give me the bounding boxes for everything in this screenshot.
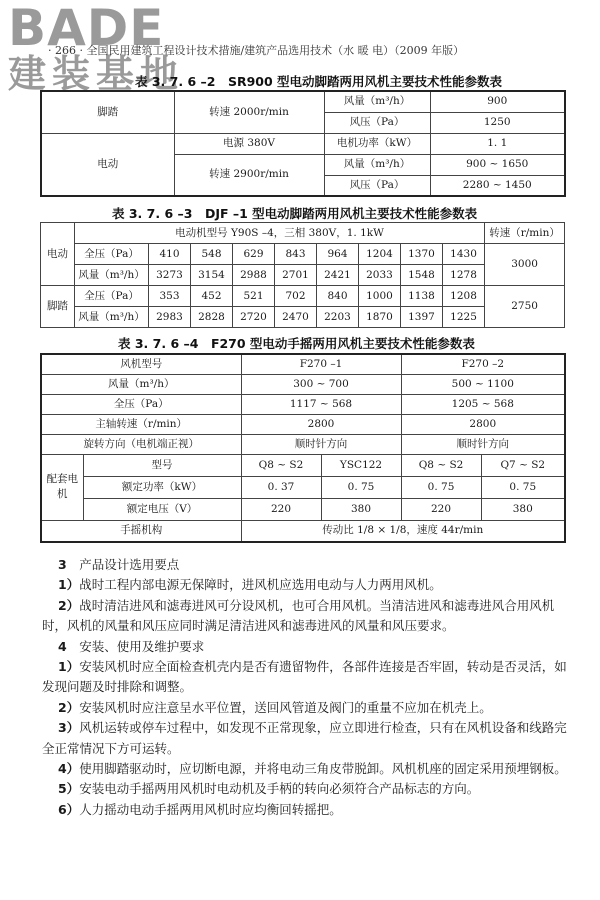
cell-value: 1. 1 <box>430 133 565 154</box>
item-text: 使用脚踏驱动时，应切断电源，并将电动三角皮带脱卸。风机机座的固定采用预埋钢板。 <box>79 761 567 777</box>
cell-label: 额定功率（kW） <box>83 476 241 498</box>
cell-value: 900 <box>430 91 565 112</box>
cell-value: 2421 <box>317 265 359 286</box>
cell-mode-electric: 电动 <box>41 133 174 196</box>
cell-value: 2701 <box>275 265 317 286</box>
cell-label: 全压（Pa） <box>75 244 149 265</box>
cell-value: 629 <box>233 244 275 265</box>
item-number: 4） <box>58 761 80 777</box>
cell-value: 2203 <box>317 307 359 328</box>
cell-value: 2988 <box>233 265 275 286</box>
list-item <box>42 800 578 820</box>
item-text: 风机运转或停车过程中，如发现不正常现象，应立即进行检查，只有在风机设备和线路完全正常情况下方可运转。 <box>42 720 567 756</box>
item-text: 人力摇动电动手摇两用风机时应均衡回转摇把。 <box>79 801 342 817</box>
cell-value: 顺时针方向 <box>401 434 565 454</box>
cell-value: 2800 <box>241 414 401 434</box>
cell-speed-header: 转速（r/min） <box>485 223 565 244</box>
section-heading <box>42 637 578 657</box>
cell-value: 1138 <box>401 286 443 307</box>
table2-caption: 表 3. 7. 6 –3 DJF –1 型电动脚踏两用风机主要技术性能参数表 <box>112 206 478 221</box>
section-number: 3 <box>58 557 67 572</box>
cell-value: YSC122 <box>321 454 401 476</box>
cell-value: 500 ~ 1100 <box>401 374 565 394</box>
cell-label: 风量（m³/h） <box>41 374 241 394</box>
list-item <box>42 759 578 779</box>
table-f270 <box>40 353 566 543</box>
cell-value: 0. 75 <box>481 476 565 498</box>
cell-label: 风量（m³/h） <box>75 307 149 328</box>
cell-value: 0. 75 <box>321 476 401 498</box>
cell-value: 2720 <box>233 307 275 328</box>
logo-latin-text: BADE <box>8 0 165 57</box>
cell-model-label: 风机型号 <box>41 354 241 374</box>
cell-value: 2033 <box>359 265 401 286</box>
cell-model: F270 –2 <box>401 354 565 374</box>
cell-label: 风量（m³/h） <box>324 91 430 112</box>
item-number: 3） <box>58 720 80 736</box>
cell-value: 2800 <box>401 414 565 434</box>
cell-label: 旋转方向（电机端正视） <box>41 434 241 454</box>
item-text: 战时工程内部电源无保障时，进风机应选用电动与人力两用风机。 <box>79 577 442 593</box>
cell-value: 顺时针方向 <box>241 434 401 454</box>
cell-value: 2828 <box>191 307 233 328</box>
list-item <box>42 575 578 595</box>
cell-value: 1430 <box>443 244 485 265</box>
cell-value: 1870 <box>359 307 401 328</box>
body-text <box>42 555 578 820</box>
item-number: 2） <box>58 699 80 715</box>
cell-value: 2280 ~ 1450 <box>430 175 565 196</box>
cell-label: 电机功率（kW） <box>324 133 430 154</box>
cell-value: 3273 <box>149 265 191 286</box>
cell-value: 964 <box>317 244 359 265</box>
cell-speed-electric: 3000 <box>485 244 565 286</box>
cell-value: 702 <box>275 286 317 307</box>
cell-value: 843 <box>275 244 317 265</box>
list-item <box>42 698 578 718</box>
cell-value: 1397 <box>401 307 443 328</box>
item-number: 1） <box>58 659 80 675</box>
cell-value: 300 ~ 700 <box>241 374 401 394</box>
cell-mode-pedal: 脚踏 <box>41 91 174 133</box>
cell-label: 风量（m³/h） <box>75 265 149 286</box>
list-item <box>42 718 578 759</box>
cell-label: 全压（Pa） <box>75 286 149 307</box>
cell-label: 风压（Pa） <box>324 112 430 133</box>
cell-value: 传动比 1/8 × 1/8，速度 44r/min <box>241 520 565 542</box>
section-title: 产品设计选用要点 <box>79 557 180 572</box>
cell-value: 900 ~ 1650 <box>430 154 565 175</box>
cell-value: 380 <box>481 498 565 520</box>
cell-motor-info: 电动机型号 Y90S –4，三相 380V，1. 1kW <box>75 223 485 244</box>
cell-motor-group: 配套电机 <box>41 454 83 520</box>
cell-value: 1250 <box>430 112 565 133</box>
cell-label: 主轴转速（r/min） <box>41 414 241 434</box>
cell-mode-pedal: 脚踏 <box>41 286 75 328</box>
cell-value: Q8 ~ S2 <box>401 454 481 476</box>
item-number: 6） <box>58 801 80 817</box>
cell-value: 0. 75 <box>401 476 481 498</box>
cell-value: 1548 <box>401 265 443 286</box>
running-header: · 266 · 全国民用建筑工程设计技术措施/建筑产品选用技术（水 暖 电）（2009 年版） <box>48 44 465 57</box>
cell-model: F270 –1 <box>241 354 401 374</box>
section-title: 安装、使用及维护要求 <box>79 638 205 654</box>
cell-label: 额定电压（V） <box>83 498 241 520</box>
cell-value: 380 <box>321 498 401 520</box>
list-item <box>42 657 578 698</box>
item-text: 战时清洁进风和滤毒进风可分设风机，也可合用风机。当清洁进风和滤毒进风合用风机时，风机的风量和风压应同时满足清洁进风和滤毒进风的风量和风压要求。 <box>42 597 555 634</box>
cell-value: 1278 <box>443 265 485 286</box>
logo-chinese-text: 建装基地 <box>8 52 185 96</box>
table1-caption: 表 3. 7. 6 –2 SR900 型电动脚踏两用风机主要技术性能参数表 <box>135 74 503 89</box>
table-sr900 <box>40 90 566 197</box>
item-text: 安装电动手摇两用风机时电动机及手柄的转向必须符合产品标志的方向。 <box>79 781 480 797</box>
cell-value: Q8 ~ S2 <box>241 454 321 476</box>
cell-value: 2983 <box>149 307 191 328</box>
cell-value: 548 <box>191 244 233 265</box>
cell-value: 1205 ~ 568 <box>401 394 565 414</box>
item-text: 安装风机时应注意呈水平位置，送回风管道及阀门的重量不应加在机壳上。 <box>79 699 492 715</box>
cell-value: 521 <box>233 286 275 307</box>
cell-label: 全压（Pa） <box>41 394 241 414</box>
list-item <box>42 779 578 799</box>
cell-value: 1370 <box>401 244 443 265</box>
cell-value: 220 <box>401 498 481 520</box>
cell-value: 2470 <box>275 307 317 328</box>
cell-label: 型号 <box>83 454 241 476</box>
cell-value: 353 <box>149 286 191 307</box>
list-item <box>42 596 578 637</box>
cell-value: 1117 ~ 568 <box>241 394 401 414</box>
cell-pedal-speed: 转速 2000r/min <box>174 91 324 133</box>
section-number: 4 <box>58 638 67 654</box>
cell-value: 220 <box>241 498 321 520</box>
table-djf1 <box>40 222 565 328</box>
cell-value: 1000 <box>359 286 401 307</box>
cell-value: 410 <box>149 244 191 265</box>
cell-value: 0. 37 <box>241 476 321 498</box>
cell-value: Q7 ~ S2 <box>481 454 565 476</box>
cell-value: 1204 <box>359 244 401 265</box>
cell-label: 手摇机构 <box>41 520 241 542</box>
item-number: 2） <box>58 597 80 613</box>
cell-label: 风压（Pa） <box>324 175 430 196</box>
cell-speed-pedal: 2750 <box>485 286 565 328</box>
item-number: 5） <box>58 781 80 797</box>
cell-value: 1208 <box>443 286 485 307</box>
cell-value: 452 <box>191 286 233 307</box>
section-heading <box>42 555 578 575</box>
cell-power-supply: 电源 380V <box>174 133 324 154</box>
item-text: 安装风机时应全面检查机壳内是否有遗留物件，各部件连接是否牢固，转动是否灵活，如发现问题及时排除和调整。 <box>42 659 567 695</box>
cell-value: 3154 <box>191 265 233 286</box>
cell-electric-speed: 转速 2900r/min <box>174 154 324 196</box>
cell-value: 840 <box>317 286 359 307</box>
table3-caption: 表 3. 7. 6 –4 F270 型电动手摇两用风机主要技术性能参数表 <box>118 336 475 351</box>
cell-value: 1225 <box>443 307 485 328</box>
cell-mode-electric: 电动 <box>41 223 75 286</box>
item-number: 1） <box>58 577 80 593</box>
cell-label: 风量（m³/h） <box>324 154 430 175</box>
